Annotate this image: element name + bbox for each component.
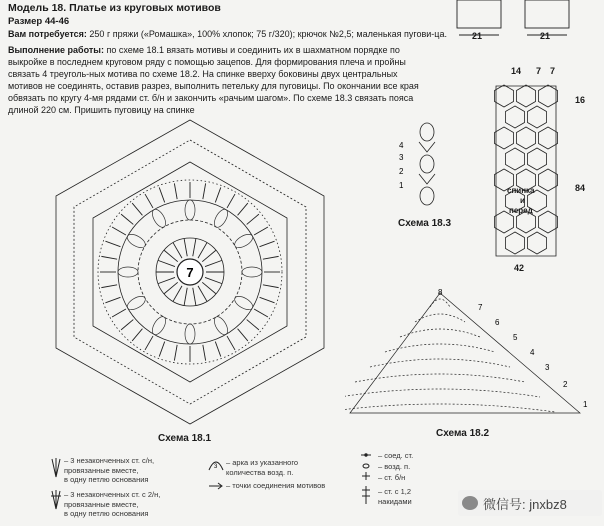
hex-motif — [517, 85, 536, 107]
legend-item-4: – точки соединения мотивов — [226, 481, 326, 490]
scheme-182-row-8: 8 — [438, 288, 443, 297]
legend-symbol-3dc2 — [50, 488, 62, 510]
legend-item-8: – ст. с 1,2 накидами — [378, 487, 412, 506]
scheme-18-3-diagram — [395, 118, 445, 218]
stitch-mark — [254, 227, 268, 235]
row-arc — [355, 374, 525, 382]
stitch-mark — [159, 187, 164, 202]
materials-label: Вам потребуется: — [8, 29, 87, 39]
stitch-mark — [158, 277, 175, 283]
stitch-mark — [174, 183, 177, 199]
hex-motif — [539, 85, 558, 107]
dim-width-7b: 7 — [550, 66, 556, 76]
stitch-mark — [260, 297, 275, 302]
scheme-center-number: 7 — [186, 265, 194, 280]
stitch-mark — [121, 214, 133, 224]
materials-line — [8, 29, 447, 39]
scheme-18-2-caption: Схема 18.2 — [436, 428, 490, 439]
size-label: Размер 44-46 — [8, 16, 70, 27]
scheme-182-row-5: 5 — [513, 333, 518, 342]
stitch-mark — [158, 260, 175, 266]
stitch-mark — [203, 345, 206, 361]
stitch-mark — [101, 285, 117, 288]
dim-width-7a: 7 — [536, 66, 542, 76]
scheme-182-row-3: 3 — [545, 363, 550, 372]
dim-height-16: 16 — [575, 95, 586, 105]
legend-item-3: – арка из указанного количества возд. п. — [226, 458, 299, 477]
stitch-mark — [132, 203, 142, 215]
stitch-mark — [132, 329, 142, 341]
scheme-182-row-1: 1 — [583, 400, 588, 409]
scheme-18-3-caption: Схема 18.3 — [398, 218, 452, 229]
hex-motif — [506, 106, 525, 128]
petal-mark — [242, 267, 262, 277]
petal-mark — [185, 324, 195, 344]
triangle-outline — [350, 293, 580, 413]
stitch-mark — [202, 250, 216, 262]
stitch-mark — [198, 286, 207, 302]
hex-motif — [528, 148, 547, 170]
hex-motif — [528, 232, 547, 254]
hex-motif — [506, 232, 525, 254]
dim-top-right: 21 — [540, 31, 551, 41]
row-arc — [345, 404, 555, 412]
stitch-mark — [227, 336, 235, 350]
instructions-paragraph — [8, 44, 433, 117]
stitch-mark — [159, 342, 164, 357]
petal-mark — [118, 267, 138, 277]
stitch-mark — [260, 241, 275, 246]
hex-motif — [539, 211, 558, 233]
scheme-183-row-2: 2 — [399, 167, 404, 176]
scheme-18-1-caption: Схема 18.1 — [158, 433, 212, 444]
legend-item-2: – 3 незаконченных ст. с 2/н, провязанные вместе, в одну петлю основания — [64, 490, 161, 518]
stitch-mark — [215, 342, 220, 357]
stitch-mark — [227, 194, 235, 208]
scheme-182-row-2: 2 — [563, 380, 568, 389]
hex-motif — [517, 127, 536, 149]
scheme-18-1-diagram — [40, 112, 340, 432]
wechat-icon — [462, 496, 478, 510]
hex-motif — [539, 127, 558, 149]
stitch-mark — [193, 239, 196, 257]
row-arc — [370, 359, 510, 367]
hex-motif — [495, 85, 514, 107]
stitch-mark — [263, 285, 279, 288]
garment-hexagon-layout — [486, 76, 566, 276]
legend-symbols-right — [357, 450, 377, 510]
stitch-mark — [184, 288, 187, 306]
dim-top-left: 21 — [472, 31, 483, 41]
materials-text: 250 г пряжи («Ромашка», 100% хлопок; 75 г/320); крючок №2,5; маленькая пугови-ца. — [86, 29, 447, 39]
stitch-mark — [105, 297, 120, 302]
instructions-text: по схеме 18.1 вязать мотивы и соединить их в шахматном порядке по выкройке в последнем круговом ряду с помощью зацепов. Для формирования плеча и пройны связать 4 треуголь-ных мотива по схеме 18.2. На спинке вверху боковины двух центральных мотивов не соединять, оставив разрез, выполнить петельку для пуговицы. По окончании все края обвязать по кругу 4-мя рядами ст. б/н и закончить «рачьим шагом». По схеме 18.3 связать пояса длиной 220 см. Пришить пуговицу на спинке — [8, 45, 419, 116]
hex-motif — [506, 148, 525, 170]
stitch-mark — [238, 329, 248, 341]
legend-item-1: – 3 незаконченных ст. с/н, провязанные вместе, в одну петлю основания — [64, 456, 155, 484]
stitch-mark — [193, 288, 196, 306]
scheme-182-row-4: 4 — [530, 348, 535, 357]
stitch-mark — [145, 336, 153, 350]
panel-label-and: и — [520, 196, 525, 205]
stitch-mark — [105, 241, 120, 246]
legend-item-7: – ст. б/н — [378, 473, 406, 482]
scheme-182-row-6: 6 — [495, 318, 500, 327]
stitch-mark — [164, 250, 178, 262]
row-arc — [415, 314, 465, 322]
stitch-mark — [202, 282, 216, 294]
stitch-mark — [203, 183, 206, 199]
stitch-mark — [121, 320, 133, 330]
row-arc — [345, 389, 540, 397]
row-arc — [385, 344, 495, 352]
hex-motif — [528, 106, 547, 128]
scheme-183-row-1: 1 — [399, 181, 404, 190]
panel-label-back: спинка — [507, 186, 535, 195]
petal-mark — [185, 200, 195, 220]
scheme-183-row-4: 4 — [399, 141, 404, 150]
page-title: Модель 18. Платье из круговых мотивов — [8, 2, 221, 14]
stitch-mark — [247, 320, 259, 330]
stitch-mark — [247, 214, 259, 224]
row-arc — [430, 299, 450, 307]
stitch-mark — [254, 309, 268, 317]
legend-symbol-joint — [208, 482, 224, 490]
svg-text:3: 3 — [214, 464, 218, 470]
stitch-mark — [112, 309, 126, 317]
watermark-text: 微信号: jnxbz8 — [483, 496, 567, 512]
legend-symbol-arch — [208, 458, 224, 472]
dim-height-84: 84 — [575, 183, 586, 193]
stitch-mark — [215, 187, 220, 202]
hex-motif — [495, 127, 514, 149]
legend-symbol-3dc — [50, 456, 62, 478]
stitch-mark — [205, 260, 222, 266]
panel-label-front: перед — [509, 206, 533, 215]
scheme-18-2-diagram — [345, 285, 595, 425]
stitch-mark — [184, 239, 187, 257]
stitch-mark — [164, 282, 178, 294]
legend-item-6: – возд. п. — [378, 462, 411, 471]
stitch-mark — [205, 277, 222, 283]
dim-width-14: 14 — [511, 66, 522, 76]
stitch-mark — [238, 203, 248, 215]
instructions-label: Выполнение работы: — [8, 45, 104, 55]
stitch-mark — [263, 256, 279, 259]
stitch-mark — [198, 243, 207, 259]
stitch-mark — [173, 286, 182, 302]
stitch-mark — [174, 345, 177, 361]
scheme-182-row-7: 7 — [478, 303, 483, 312]
legend-item-5: – соед. ст. — [378, 451, 414, 460]
dim-width-42: 42 — [514, 263, 525, 273]
stitch-mark — [112, 227, 126, 235]
scheme-183-row-3: 3 — [399, 153, 404, 162]
stitch-mark — [145, 194, 153, 208]
stitch-mark — [101, 256, 117, 259]
stitch-mark — [173, 243, 182, 259]
wechat-watermark — [458, 490, 602, 516]
hex-motif — [539, 169, 558, 191]
